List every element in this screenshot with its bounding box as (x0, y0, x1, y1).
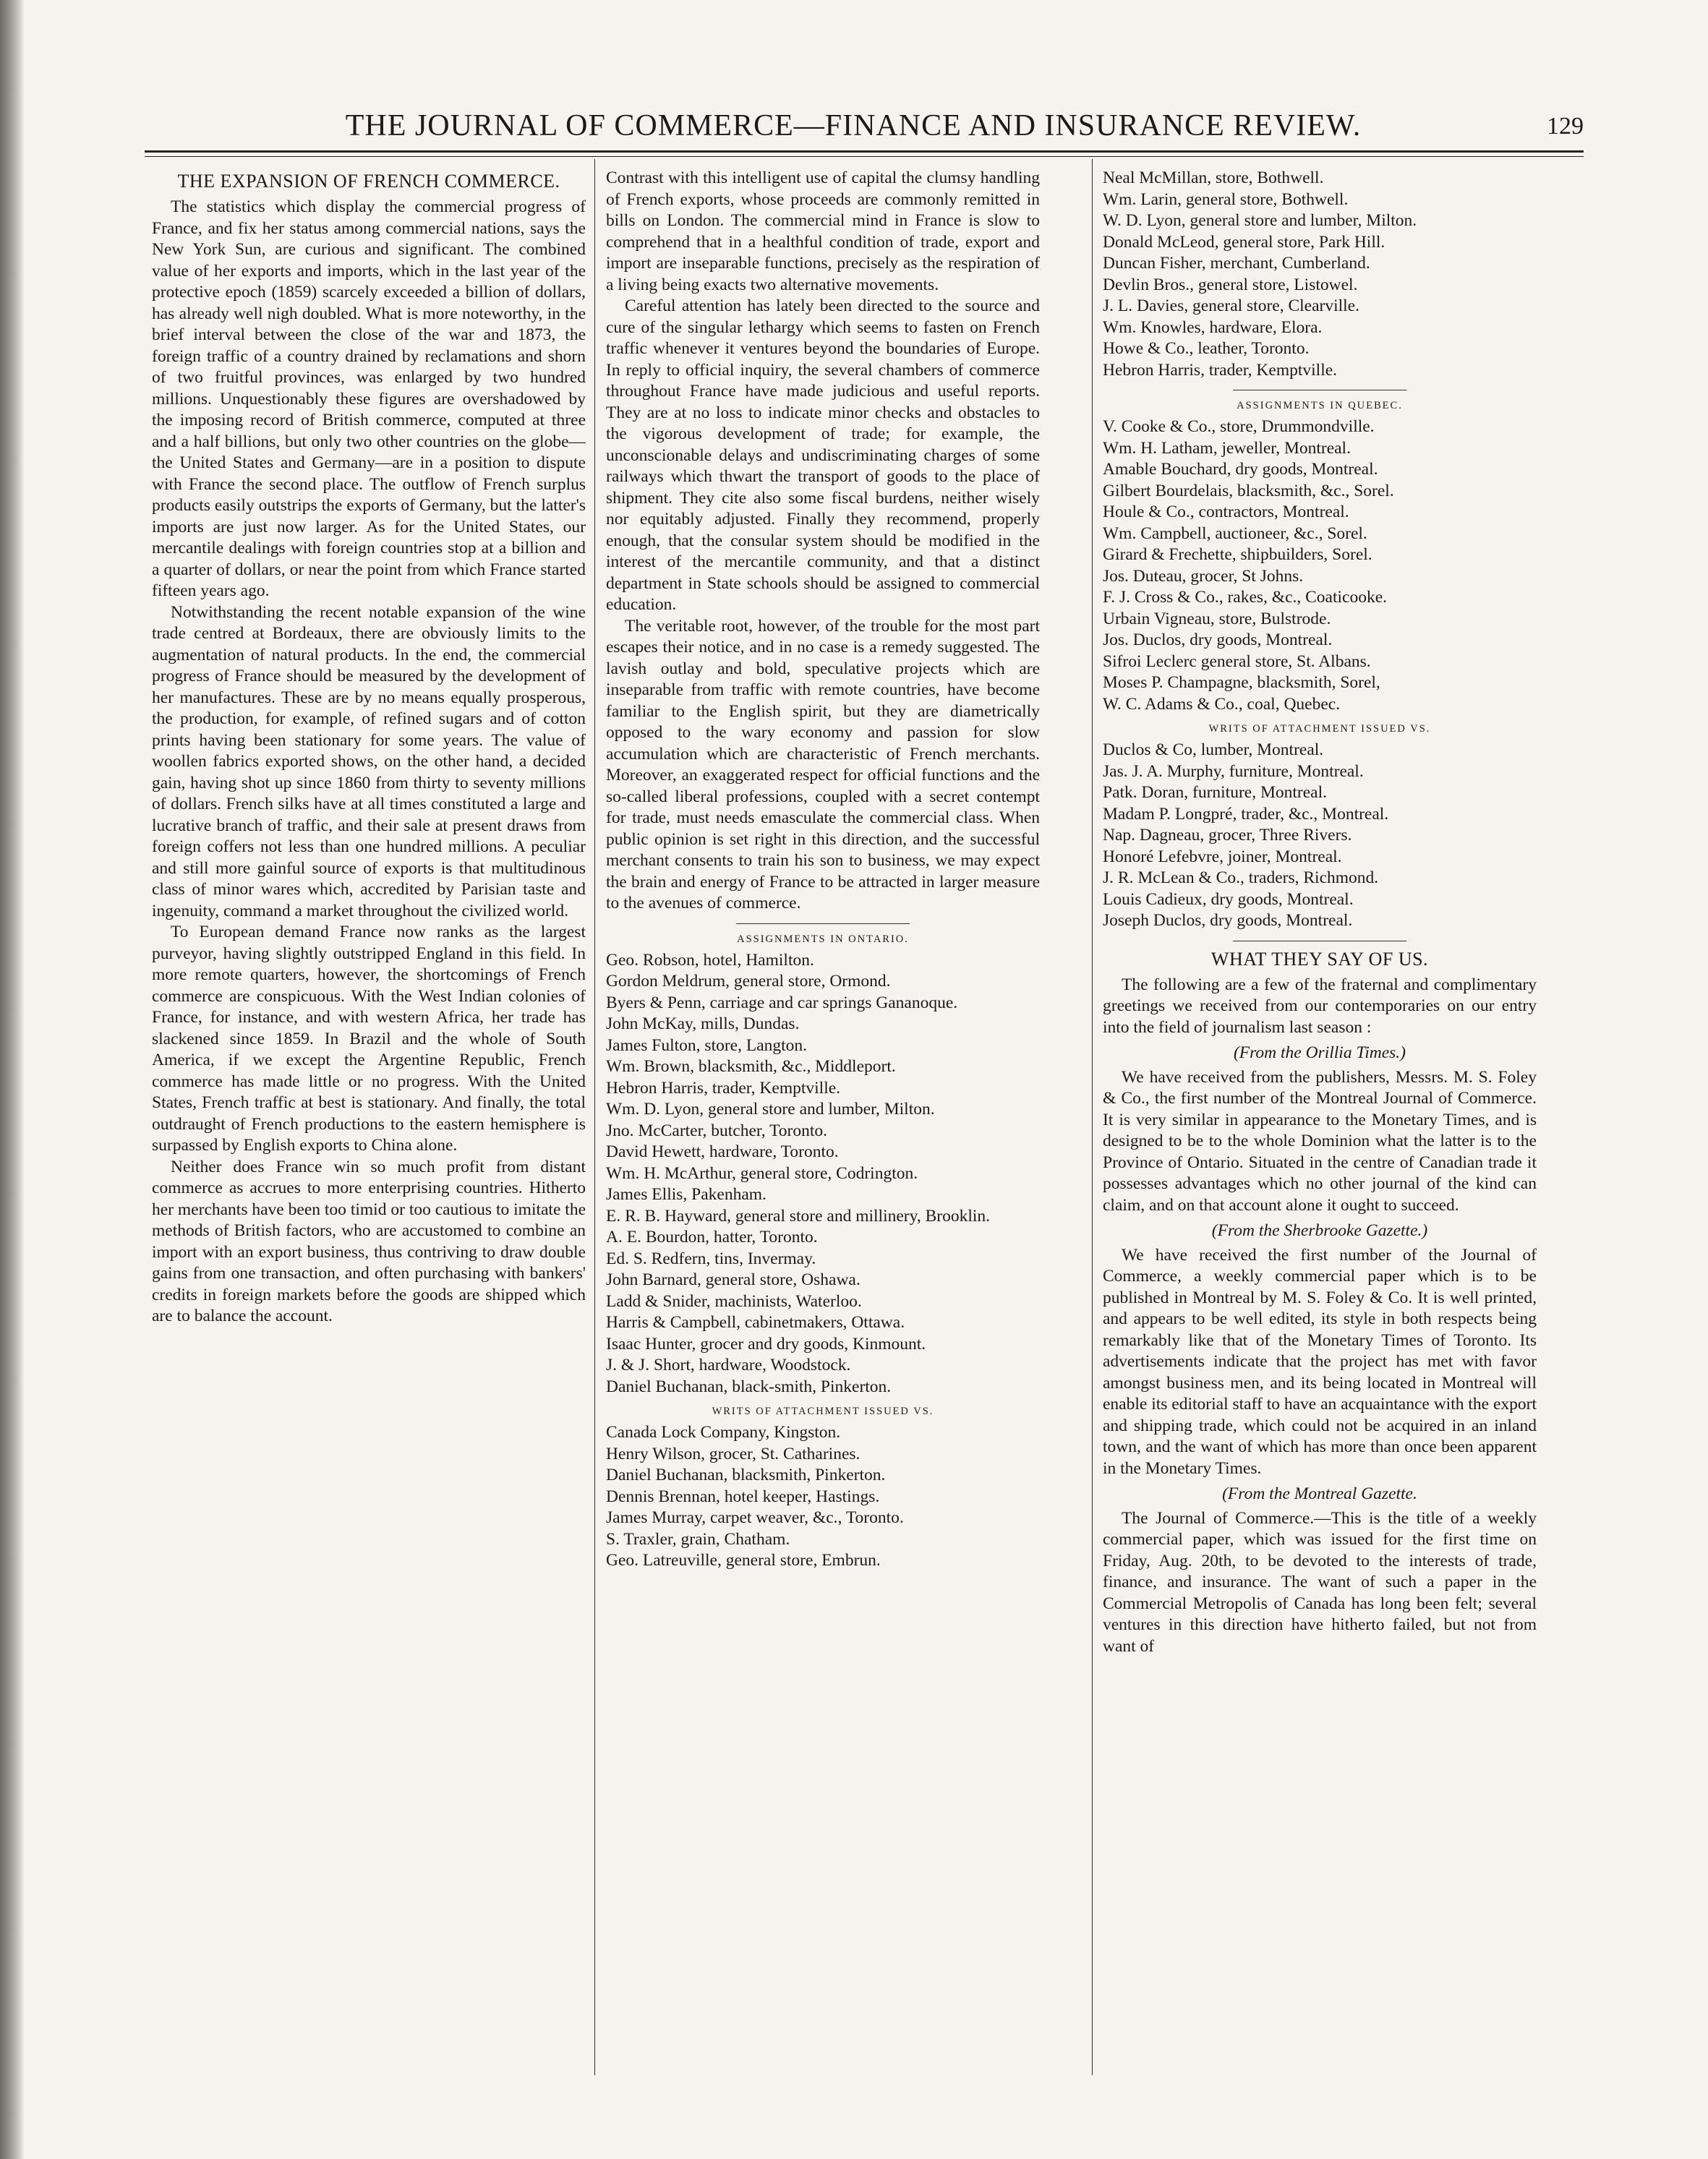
list-item: Wm. Brown, blacksmith, &c., Middleport. (606, 1057, 896, 1076)
list-item: Jno. McCarter, butcher, Toronto. (606, 1121, 828, 1140)
list-item: Canada Lock Company, Kingston. (606, 1423, 841, 1442)
list-item: Houle & Co., contractors, Montreal. (1103, 503, 1349, 521)
article-paragraph: The statistics which display the commercial progress of France, and fix her status among commercial nations, says the New York Sun, are curious and significant. The combined value of her exports and imports, which in the last year of the protective epoch (1859) scarcely exceeded a billion of dollars, has already well nigh doubled. What is more noteworthy, in the brief interval between the close of the war and 1873, the foreign traffic of a country drained by reclamations and shorn of two fruitful provinces, was enlarged by two hundred millions. Unquestionably these figures are overshadowed by the imposing record of British commerce, computed at three and a half billions, but only two other countries on the globe—the United States and Germany—are in a position to dispute with France the second place. The outflow of French surplus products easily outstrips the exports of Germany, but the latter's imports are just now larger. As for the United States, our mercantile dealings with foreign countries stop at a billion and a quarter of dollars, or near the point from which France started fifteen years ago. (152, 197, 586, 600)
list-item: Duncan Fisher, merchant, Cumberland. (1103, 254, 1370, 273)
list-item: Wm. H. Latham, jeweller, Montreal. (1103, 438, 1351, 458)
quote-source: (From the Sherbrooke Gazette.) (1211, 1221, 1428, 1240)
list-item: David Hewett, hardware, Toronto. (606, 1142, 839, 1161)
list-item: Louis Cadieux, dry goods, Montreal. (1103, 889, 1354, 909)
column-2 (606, 168, 1040, 2084)
article-paragraph: Neither does France win so much profit from distant commerce as accrues to more enterprising countries. Hitherto her merchants have been too timid or too cautious to imitate the methods of British factors, who are accustomed to combine an import with an export business, thus contriving to draw double gains from one transaction, and often purchasing with bankers' credits in foreign markets before the goods are shipped which are to balance the account. (152, 1157, 586, 1325)
list-item: Jos. Duteau, grocer, St Johns. (1103, 566, 1304, 586)
list-item: Daniel Buchanan, blacksmith, Pinkerton. (606, 1466, 886, 1484)
list-item: Madam P. Longpré, trader, &c., Montreal. (1103, 804, 1389, 824)
list-item: John Barnard, general store, Oshawa. (606, 1270, 861, 1289)
article-title: THE EXPANSION OF FRENCH COMMERCE. (177, 171, 560, 192)
list-item: Wm. D. Lyon, general store and lumber, Milton. (606, 1100, 935, 1119)
section-heading: ASSIGNMENTS IN ONTARIO. (737, 933, 909, 945)
list-item: V. Cooke & Co., store, Drummondville. (1103, 417, 1375, 436)
list-item: W. C. Adams & Co., coal, Quebec. (1103, 694, 1341, 714)
list-item: Hebron Harris, trader, Kemptville. (1103, 360, 1338, 380)
list-item: Geo. Robson, hotel, Hamilton. (606, 950, 814, 970)
list-item: Donald McLeod, general store, Park Hill. (1103, 232, 1385, 252)
list-item: Joseph Duclos, dry goods, Montreal. (1103, 911, 1353, 930)
section-rule (736, 923, 910, 924)
list-item: A. E. Bourdon, hatter, Toronto. (606, 1228, 818, 1247)
header-rule-thick (145, 150, 1584, 153)
list-item: James Murray, carpet weaver, &c., Toronto. (606, 1508, 904, 1527)
section-heading: WRITS OF ATTACHMENT ISSUED VS. (712, 1406, 934, 1417)
list-item: Howe & Co., leather, Toronto. (1103, 339, 1310, 358)
list-item: Patk. Doran, furniture, Montreal. (1103, 783, 1327, 802)
quote-text: We have received from the publishers, Messrs. M. S. Foley & Co., the first number of the Montreal Journal of Commerce. It is very similar in appearance to the Monetary Times, and is designed to be to the whole Dominion what the latter is to the Province of Ontario. Situated in the centre of Canadian trade it possesses advantages which no other journal of the kind can claim, and on that account alone it ought to succeed. (1103, 1067, 1537, 1215)
list-item: W. D. Lyon, general store and lumber, Milton. (1103, 211, 1417, 230)
list-item: Neal McMillan, store, Bothwell. (1103, 168, 1324, 187)
quebec-writs-list (1103, 740, 1537, 932)
list-item: J. & J. Short, hardware, Woodstock. (606, 1356, 851, 1375)
quote-source: (From the Orillia Times.) (1233, 1043, 1406, 1062)
list-item: Wm. Knowles, hardware, Elora. (1103, 317, 1323, 337)
list-item: F. J. Cross & Co., rakes, &c., Coaticooke. (1103, 588, 1388, 607)
list-item: Honoré Lefebvre, joiner, Montreal. (1103, 847, 1342, 866)
section-heading: ASSIGNMENTS IN QUEBEC. (1237, 400, 1403, 411)
quote-text: We have received the first number of the Journal of Commerce, a weekly commercial paper which is to be published in Montreal by M. S. Foley & Co. It is well printed, and appears to be well edited, its style in both respects being remarkably like that of the Monetary Times of Toronto. Its advertisements indicate that the project has met with favor amongst business men, and its being located in Montreal will enable its editorial staff to have an acquaintance with the export and shipping trade, which could not be acquired in an inland town, and the want of which has more than once been apparent in the Monetary Times. (1103, 1245, 1537, 1478)
list-item: Jos. Duclos, dry goods, Montreal. (1103, 630, 1333, 649)
list-item: Amable Bouchard, dry goods, Montreal. (1103, 460, 1378, 479)
article-paragraph: The veritable root, however, of the trouble for the most part escapes their notice, and in no case is a remedy suggested. The lavish outlay and bold, speculative projects which are inseparable from traffic with remote countries, have become familiar to the English spirit, but they are diametrically opposed to the wary economy and passion for slow accumulation which are characteristic of French merchants. Moreover, an exaggerated respect for official functions and the so-called liberal professions, coupled with a secret contempt for trade, must needs emasculate the commercial class. When public opinion is set right in this direction, and the successful merchant consents to train his son to business, we may expect the brain and energy of France to be attracted in larger measure to the avenues of commerce. (606, 616, 1040, 912)
list-item: John McKay, mills, Dundas. (606, 1014, 800, 1033)
quote-source: (From the Montreal Gazette. (1222, 1484, 1417, 1503)
column-1 (152, 168, 586, 2084)
article-paragraph: To European demand France now ranks as the largest purveyor, having slightly outstripped England in this field. In more remote quarters, however, the shortcomings of French commerce are conspicuous. With the West Indian colonies of France, for instance, and with western Africa, her trade has slackened since 1859. In Brazil and the whole of South America, if we except the Argentine Republic, French commerce has made little or no progress. With the United States, French traffic at best is stationary. And finally, the total outdraught of French productions to the eastern hemisphere is surpassed by English exports to China alone. (152, 923, 586, 1155)
list-item: Ed. S. Redfern, tins, Invermay. (606, 1249, 816, 1268)
list-item: Gordon Meldrum, general store, Ormond. (606, 972, 891, 991)
continued-assignments-list (1103, 168, 1537, 381)
list-item: Gilbert Bourdelais, blacksmith, &c., Sorel. (1103, 481, 1394, 500)
list-item: Hebron Harris, trader, Kemptville. (606, 1078, 841, 1098)
list-item: Sifroi Leclerc general store, St. Albans. (1103, 651, 1371, 671)
list-item: Wm. Larin, general store, Bothwell. (1103, 189, 1349, 209)
quote-text: The Journal of Commerce.—This is the title of a weekly commercial paper, which was issued for the first time on Friday, Aug. 20th, to be devoted to the interests of trade, finance, and insurance. The want of such a paper in the Commercial Metropolis of Canada has long been felt; several ventures in this direction have hitherto failed, but not from want of (1103, 1508, 1537, 1656)
list-item: James Ellis, Pakenham. (606, 1185, 767, 1204)
journal-title: THE JOURNAL OF COMMERCE—FINANCE AND INSURANCE REVIEW. (345, 109, 1362, 142)
article-paragraph: Notwithstanding the recent notable expansion of the wine trade centred at Bordeaux, there are obviously limits to the augmentation of natural products. In the end, the commercial progress of France should be measured by the development of her manufactures. These are by no means equally prosperous, the production, for example, of refined sugars and of cotton prints having been stationary for some years. The value of woollen fabrics exported shows, on the other hand, a decided gain, having shot up since 1860 from thirty to seventy millions of dollars. French silks have at all times constituted a large and lucrative branch of traffic, and their sale at present draws from foreign coffers not less than one hundred millions. A peculiar and still more gainful source of exports is that multitudinous class of minor wares which, accredited by Parisian taste and ingenuity, command a market throughout the civilized world. (152, 602, 586, 920)
list-item: Wm. Campbell, auctioneer, &c., Sorel. (1103, 523, 1367, 543)
quebec-assignments-list (1103, 416, 1537, 715)
page-binding-edge (0, 0, 25, 2159)
article-paragraph: Careful attention has lately been directed to the source and cure of the singular lethargy which seems to fasten on French traffic whenever it ventures beyond the boundaries of Europe. In reply to official inquiry, the several chambers of commerce throughout France have made judicious and useful reports. They are at no loss to indicate minor checks and obstacles to the vigorous development of trade; for example, the unconscionable delays and undiscriminating charges of some railways which thwart the transport of goods to the place of shipment. They cite also some fiscal burdens, neither wisely nor equitably adjusted. Finally they recommend, properly enough, that the consular system should be modified in the interest of the mercantile community, and that a distinct department in State schools should be assigned to commercial education. (606, 296, 1040, 614)
list-item: Girard & Frechette, shipbuilders, Sorel. (1103, 545, 1372, 564)
list-item: Harris & Campbell, cabinetmakers, Ottawa. (606, 1313, 905, 1332)
running-header (145, 106, 1584, 149)
page-number: 129 (1547, 113, 1584, 140)
list-item: Byers & Penn, carriage and car springs Gananoque. (606, 993, 958, 1012)
list-item: Daniel Buchanan, black-smith, Pinkerton. (606, 1377, 892, 1396)
column-3 (1103, 168, 1537, 2084)
list-item: Moses P. Champagne, blacksmith, Sorel, (1103, 673, 1380, 692)
list-item: Henry Wilson, grocer, St. Catharines. (606, 1444, 861, 1463)
column-divider (594, 159, 595, 2075)
list-item: Geo. Latreuville, general store, Embrun. (606, 1551, 881, 1570)
article-paragraph: Contrast with this intelligent use of capital the clumsy handling of French exports, whose proceeds are commonly remitted in bills on London. The commercial mind in France is slow to comprehend that in a healthful condition of trade, export and import are inseparable functions, precisely as the respiration of a living being exacts two alternative movements. (606, 168, 1040, 294)
list-item: E. R. B. Hayward, general store and millinery, Brooklin. (606, 1206, 991, 1226)
list-item: Wm. H. McArthur, general store, Codrington. (606, 1163, 918, 1183)
list-item: Isaac Hunter, grocer and dry goods, Kinmount. (606, 1334, 926, 1354)
list-item: Duclos & Co, lumber, Montreal. (1103, 740, 1324, 759)
list-item: Dennis Brennan, hotel keeper, Hastings. (606, 1487, 880, 1506)
section-heading: WRITS OF ATTACHMENT ISSUED VS. (1208, 723, 1431, 735)
list-item: Urbain Vigneau, store, Bulstrode. (1103, 609, 1331, 628)
list-item: Jas. J. A. Murphy, furniture, Montreal. (1103, 761, 1364, 781)
list-item: S. Traxler, grain, Chatham. (606, 1529, 790, 1549)
list-item: James Fulton, store, Langton. (606, 1035, 808, 1055)
header-rule-thin (145, 156, 1584, 157)
ontario-assignments-list (606, 950, 1040, 1398)
column-divider (1092, 159, 1093, 2075)
article-title: WHAT THEY SAY OF US. (1210, 948, 1429, 970)
list-item: J. L. Davies, general store, Clearville. (1103, 296, 1359, 315)
list-item: Nap. Dagneau, grocer, Three Rivers. (1103, 826, 1352, 845)
list-item: Devlin Bros., general store, Listowel. (1103, 275, 1358, 294)
ontario-writs-list (606, 1422, 1040, 1572)
list-item: Ladd & Snider, machinists, Waterloo. (606, 1291, 862, 1311)
list-item: J. R. McLean & Co., traders, Richmond. (1103, 868, 1379, 887)
article-paragraph: The following are a few of the fraternal and complimentary greetings we received from our contemporaries on our entry into the field of journalism last season : (1103, 975, 1537, 1037)
